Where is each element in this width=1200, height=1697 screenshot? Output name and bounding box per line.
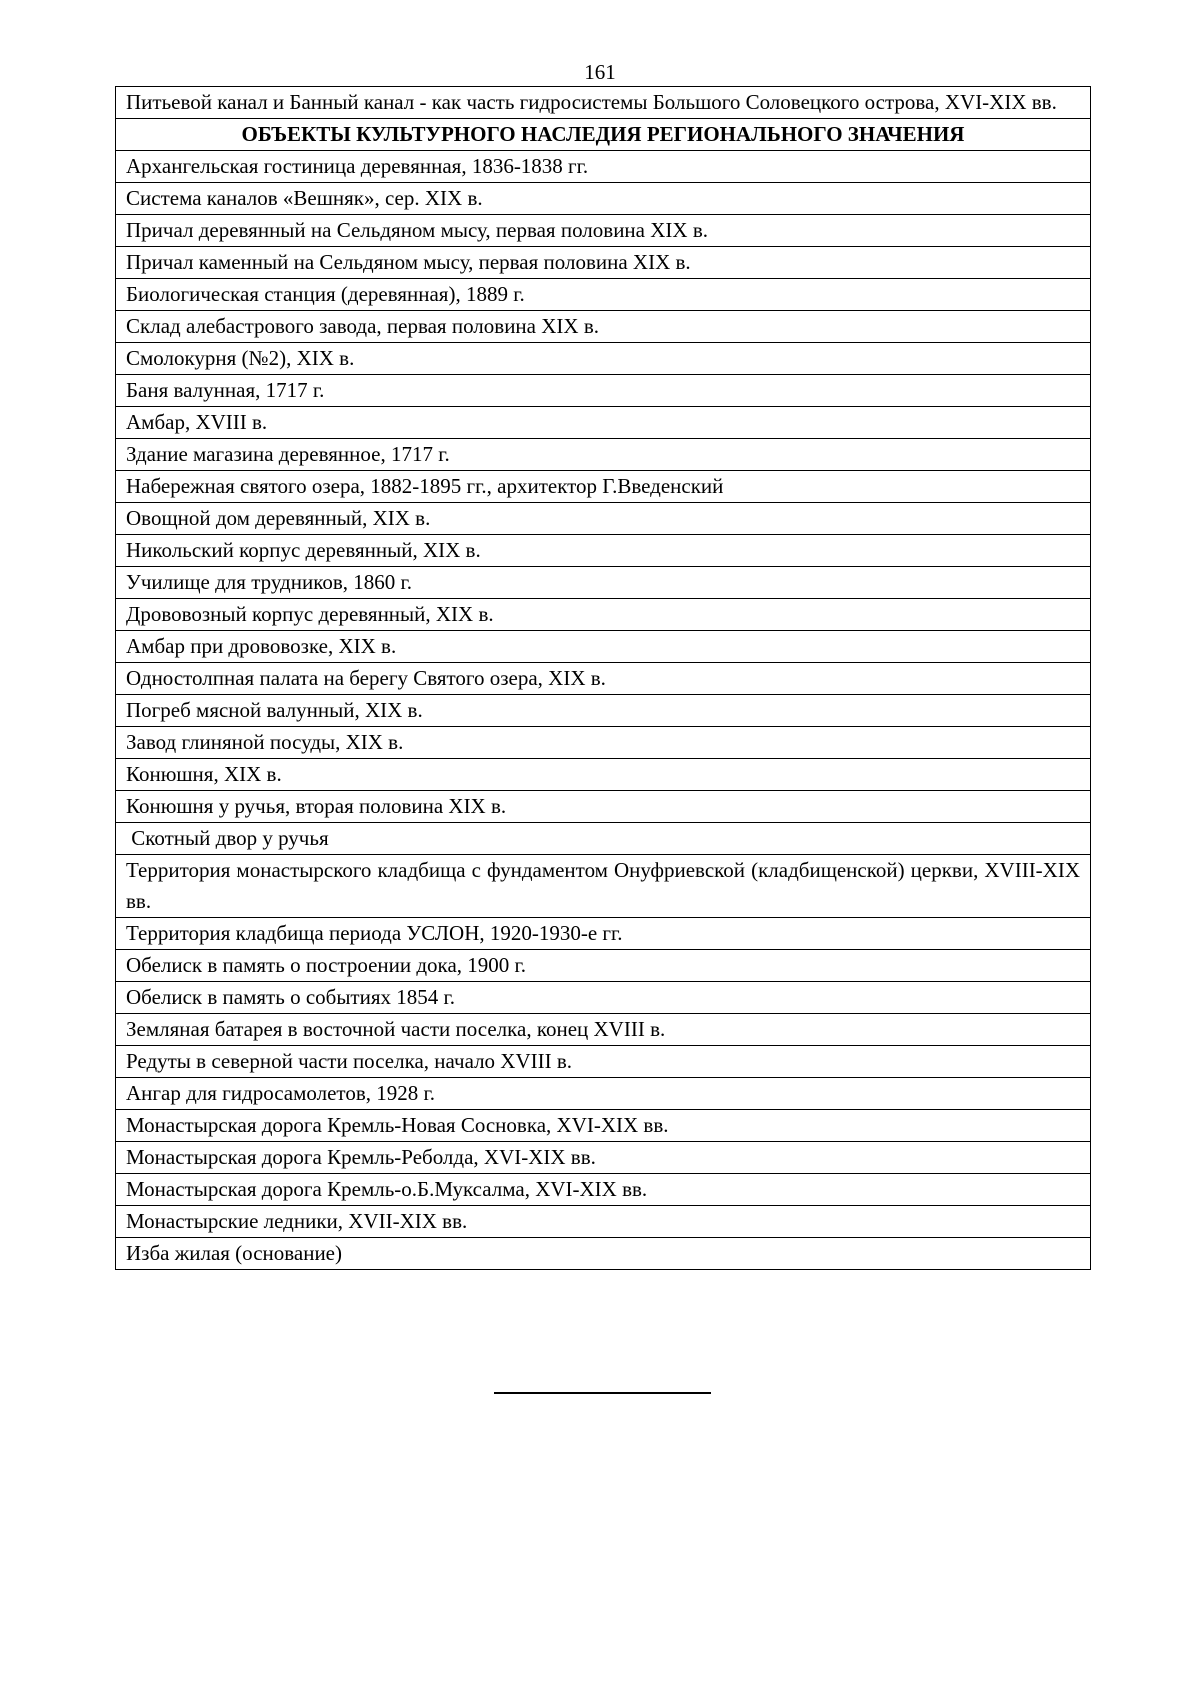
table-cell: Биологическая станция (деревянная), 1889 г.	[116, 279, 1091, 311]
table-row	[116, 727, 1091, 759]
table-row	[116, 759, 1091, 791]
table-cell: Монастырские ледники, XVII-XIX вв.	[116, 1206, 1091, 1238]
table-cell: Смолокурня (№2), XIX в.	[116, 343, 1091, 375]
table-row	[116, 1078, 1091, 1110]
table-row	[116, 279, 1091, 311]
table-row	[116, 631, 1091, 663]
heritage-objects-table	[115, 86, 1091, 1270]
page-number: 161	[584, 60, 616, 84]
table-cell: Монастырская дорога Кремль-Новая Сосновка, XVI-XIX вв.	[116, 1110, 1091, 1142]
table-row	[116, 791, 1091, 823]
table-cell: Конюшня, XIX в.	[116, 759, 1091, 791]
table-cell: Земляная батарея в восточной части поселка, конец XVIII в.	[116, 1014, 1091, 1046]
table-cell: Набережная святого озера, 1882-1895 гг., архитектор Г.Введенский	[116, 471, 1091, 503]
table-row	[116, 982, 1091, 1014]
table-row	[116, 1206, 1091, 1238]
table-cell: Баня валунная, 1717 г.	[116, 375, 1091, 407]
table-cell: Архангельская гостиница деревянная, 1836-1838 гг.	[116, 151, 1091, 183]
table-cell: Здание магазина деревянное, 1717 г.	[116, 439, 1091, 471]
table-cell: Скотный двор у ручья	[116, 823, 1091, 855]
table-cell: Завод глиняной посуды, XIX в.	[116, 727, 1091, 759]
table-row	[116, 311, 1091, 343]
table-row	[116, 855, 1091, 918]
table-row	[116, 375, 1091, 407]
table-cell: Погреб мясной валунный, XIX в.	[116, 695, 1091, 727]
footnote-rule	[494, 1392, 711, 1394]
table-cell: Училище для трудников, 1860 г.	[116, 567, 1091, 599]
table-row	[116, 215, 1091, 247]
table-row	[116, 1142, 1091, 1174]
table-row	[116, 823, 1091, 855]
table-row	[116, 407, 1091, 439]
table-row-section-heading	[116, 119, 1091, 151]
table-cell: Обелиск в память о построении дока, 1900 г.	[116, 950, 1091, 982]
table-body	[116, 87, 1091, 1270]
table-row	[116, 1238, 1091, 1270]
table-cell: Амбар, XVIII в.	[116, 407, 1091, 439]
table-cell: Дрововозный корпус деревянный, XIX в.	[116, 599, 1091, 631]
table-row-intro	[116, 87, 1091, 119]
table-cell: Причал каменный на Сельдяном мысу, первая половина XIX в.	[116, 247, 1091, 279]
table-row	[116, 599, 1091, 631]
table-row	[116, 503, 1091, 535]
table-cell-intro: Питьевой канал и Банный канал - как часть гидросистемы Большого Соловецкого острова, XVI-XIX вв.	[116, 87, 1091, 119]
table-row	[116, 535, 1091, 567]
table-cell: Причал деревянный на Сельдяном мысу, первая половина XIX в.	[116, 215, 1091, 247]
table-cell: Территория монастырского кладбища с фундаментом Онуфриевской (кладбищенской) церкви, XVIII-XIX вв.	[116, 855, 1091, 918]
table-row	[116, 663, 1091, 695]
table-cell: Склад алебастрового завода, первая половина XIX в.	[116, 311, 1091, 343]
table-row	[116, 950, 1091, 982]
table-row	[116, 439, 1091, 471]
table-row	[116, 247, 1091, 279]
table-cell: Территория кладбища периода УСЛОН, 1920-1930-е гг.	[116, 918, 1091, 950]
table-cell: Амбар при дрововозке, XIX в.	[116, 631, 1091, 663]
table-cell: Редуты в северной части поселка, начало XVIII в.	[116, 1046, 1091, 1078]
table-row	[116, 918, 1091, 950]
section-heading: ОБЪЕКТЫ КУЛЬТУРНОГО НАСЛЕДИЯ РЕГИОНАЛЬНОГО ЗНАЧЕНИЯ	[116, 119, 1091, 151]
table-row	[116, 1174, 1091, 1206]
table-row	[116, 567, 1091, 599]
table-cell: Ангар для гидросамолетов, 1928 г.	[116, 1078, 1091, 1110]
table-row	[116, 151, 1091, 183]
table-row	[116, 183, 1091, 215]
table-cell: Обелиск в память о событиях 1854 г.	[116, 982, 1091, 1014]
table-cell: Изба жилая (основание)	[116, 1238, 1091, 1270]
table-cell: Монастырская дорога Кремль-Реболда, XVI-XIX вв.	[116, 1142, 1091, 1174]
table-row	[116, 471, 1091, 503]
table-row	[116, 1046, 1091, 1078]
table-row	[116, 1110, 1091, 1142]
table-cell: Овощной дом деревянный, XIX в.	[116, 503, 1091, 535]
table-row	[116, 343, 1091, 375]
table-cell: Монастырская дорога Кремль-о.Б.Муксалма, XVI-XIX вв.	[116, 1174, 1091, 1206]
table-row	[116, 695, 1091, 727]
table-cell: Система каналов «Вешняк», сер. XIX в.	[116, 183, 1091, 215]
table-cell: Конюшня у ручья, вторая половина XIX в.	[116, 791, 1091, 823]
table-cell: Никольский корпус деревянный, XIX в.	[116, 535, 1091, 567]
table-cell: Одностолпная палата на берегу Святого озера, XIX в.	[116, 663, 1091, 695]
table-row	[116, 1014, 1091, 1046]
